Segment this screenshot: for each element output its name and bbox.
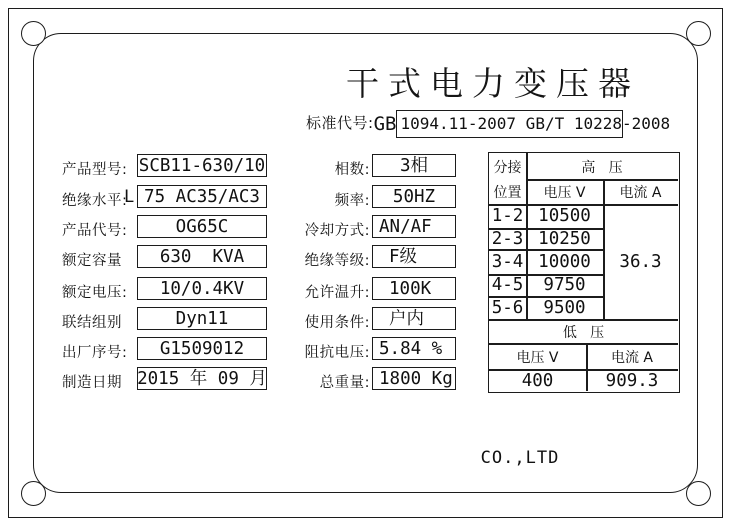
field-label: 冷却方式: [304,223,370,239]
field-temp-rise [290,277,460,300]
hv-current-value: 36.3 [619,251,662,272]
field-value-box: 75 AC35/AC3 [137,185,267,208]
field-value-box: 630 KVA [137,245,267,268]
field-value-box: OG65C [137,215,267,238]
hv-voltage-header: 电压 V [543,184,586,201]
field-value-box: 户内 [372,307,456,330]
field-label: 绝缘水平: [62,193,128,209]
field-value-box: G1509012 [137,337,267,360]
tap-row-voltage: 10250 [538,228,591,249]
field-value-box: 10/0.4KV [137,277,267,300]
field-value-box: 2015 年 09 月 [137,368,267,389]
tap-row-voltage: 9500 [543,297,586,318]
tap-row-position: 4-5 [491,275,524,295]
standard-code-box: 1094.11-2007 GB/T 10228-2008 [396,110,623,138]
tap-row-voltage: 10000 [538,251,591,272]
field-cooling-method [290,215,460,238]
lv-current-header: 电流 A [610,349,654,366]
mounting-hole-top-left [21,21,46,46]
field-value-box: 5.84 % [372,337,456,360]
company-suffix: CO.,LTD [480,448,560,468]
field-service-condition [290,307,460,330]
field-insulation-level [62,185,272,208]
hv-title: 高 压 [581,159,623,176]
field-rated-capacity [62,245,272,268]
field-label: 产品型号: [62,162,128,178]
tap-row-position: 5-6 [491,297,524,318]
field-value-box: Dyn11 [137,307,267,330]
field-label: 总重量: [319,375,370,391]
mounting-hole-bottom-left [21,481,46,506]
field-vector-group [62,307,272,330]
field-value-box: SCB11-630/10 [138,155,266,176]
field-label: 制造日期 [62,375,122,391]
field-label: 允许温升: [304,285,370,301]
field-label: 联结组别 [62,315,122,331]
field-value-box: 50HZ [372,185,456,208]
mounting-hole-bottom-right [686,481,711,506]
lv-current-value: 909.3 [605,370,659,391]
field-value-box: AN/AF [372,215,456,238]
standard-prefix: GB [373,113,397,135]
field-value-box: 100K [372,277,456,300]
tap-row-position: 1-2 [491,206,524,226]
tap-row-position: 2-3 [491,228,524,249]
field-value-box: 3相 [372,154,456,177]
field-product-code [62,215,272,238]
field-total-weight [290,367,460,390]
field-label: 绝缘等级: [304,253,370,269]
page-title: 干式电力变压器 [346,64,640,103]
lv-title: 低 压 [562,324,605,341]
field-frequency [290,185,460,208]
field-value-box: F级 [372,245,456,268]
field-phases [290,154,460,177]
lv-voltage-header: 电压 V [516,349,559,366]
standard-code-row [306,106,671,138]
field-insulation-class [290,245,460,268]
field-label: 阻抗电压: [304,345,370,361]
mounting-hole-top-right [686,21,711,46]
tap-table [488,152,680,393]
field-manufacture-date [62,367,272,390]
field-value-prefix: L [124,187,135,207]
field-label: 额定容量 [62,253,122,269]
lv-voltage-value: 400 [521,370,554,391]
field-label: 产品代号: [62,223,128,239]
field-rated-voltage [62,277,272,300]
field-label: 额定电压: [62,285,128,301]
tap-row-voltage: 9750 [543,275,586,295]
field-serial-number [62,337,272,360]
field-label: 使用条件: [304,315,370,331]
tap-row-voltage: 10500 [538,206,591,226]
field-impedance-voltage [290,337,460,360]
field-label: 相数: [334,162,370,178]
tap-position-header-line2: 位置 [493,184,522,201]
standard-label: 标准代号: [306,114,374,132]
tap-row-position: 3-4 [491,251,524,272]
tap-position-header-line1: 分接 [493,159,522,176]
hv-current-header: 电流 A [619,184,662,201]
field-value-box: 1800 Kg [372,367,456,390]
field-product-model [62,154,272,177]
field-label: 出厂序号: [62,345,128,361]
field-label: 频率: [334,193,370,209]
